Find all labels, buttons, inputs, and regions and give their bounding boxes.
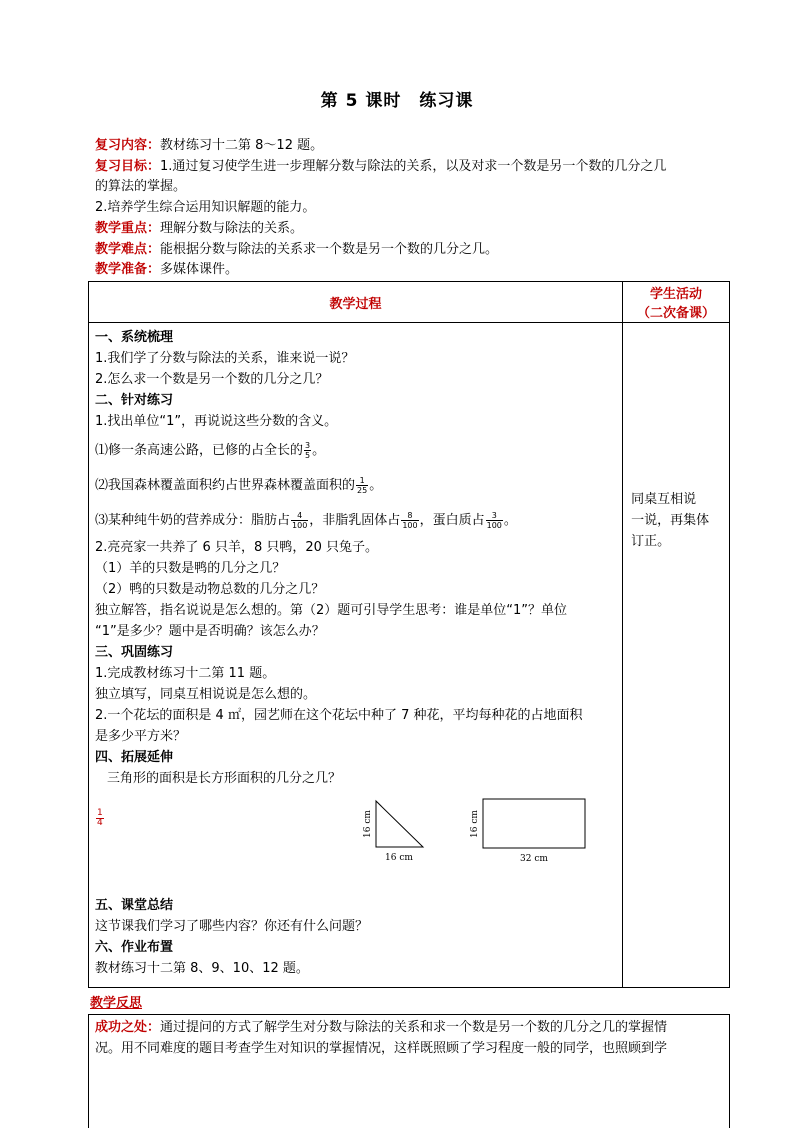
reflection-box [88,1014,730,1128]
s4-q1: 三角形的面积是长方形面积的几分之几？ [107,771,342,786]
section-6-title: 六、作业布置 [95,940,174,955]
frac-num: 3 [486,511,503,521]
frac-den: 100 [402,521,418,530]
header-activity-2: （二次备课） [637,306,716,321]
s2-q2-c2: “1”是多少？题中是否明确？该怎么办？ [95,624,325,639]
s2-b-text: ⑵我国森林覆盖面积约占世界森林覆盖面积的 [95,478,356,493]
s2-item-c [95,510,616,531]
section-5-title: 五、课堂总结 [95,898,174,913]
side-note-2: 一说，再集体 [631,513,710,528]
content-text: 教材练习十二第 8～12 题。 [160,138,324,153]
frac-den: 25 [357,486,368,495]
s2-c-text3: ，蛋白质占 [419,513,485,528]
s1-q2: 2.怎么求一个数是另一个数的几分之几？ [95,372,329,387]
meta-key [95,219,735,239]
triangle-side-label: 16 cm [363,810,373,838]
section-4-title: 四、拓展延伸 [95,750,174,765]
frac-num: 1 [97,808,103,818]
goal-text-2: 2.培养学生综合运用知识解题的能力。 [95,200,316,215]
s2-c-text2: ，非脂乳固体占 [309,513,401,528]
fraction-3-5 [304,441,311,460]
success-text-1: 通过提问的方式了解学生对分数与除法的关系和求一个数是另一个数的几分之几的掌握情 [160,1020,668,1035]
s2-a-text: ⑴修一条高速公路，已修的占全长的 [95,443,304,458]
rectangle-base-label: 32 cm [520,854,548,864]
s6-q1: 教材练习十二第 8、9、10、12 题。 [95,961,309,976]
side-note-1: 同桌互相说 [631,492,697,507]
frac-den: 4 [97,818,103,828]
frac-num: 3 [305,441,311,450]
prep-label: 教学准备： [95,262,161,277]
header-activity-1: 学生活动 [650,287,703,302]
triangle-shape [376,801,423,847]
section-1-title: 一、系统梳理 [95,330,174,345]
goal-text-1: 1.通过复习使学生进一步理解分数与除法的关系，以及对求一个数是另一个数的几分之几 [160,159,667,174]
frac-den: 100 [486,521,502,530]
fraction-1-25 [356,476,368,495]
frac-num: 1 [356,476,368,486]
header-process: 教学过程 [329,296,382,312]
frac-den: 100 [292,521,308,530]
triangle-base-label: 16 cm [385,853,413,863]
s1-q1: 1.我们学了分数与除法的关系，谁来说一说？ [95,351,355,366]
difficulty-text: 能根据分数与除法的关系求一个数是另一个数的几分之几。 [160,242,499,257]
s2-item-a [95,440,616,461]
goal-label: 复习目标： [95,159,161,174]
s2-q2-b: （2）鸭的只数是动物总数的几分之几？ [95,582,325,597]
rectangle-side-label: 16 cm [470,810,480,838]
key-label: 教学重点： [95,221,161,236]
s3-q1-b: 独立填写，同桌互相说说是怎么想的。 [95,687,317,702]
side-note-3: 订正。 [631,534,671,549]
period: 。 [312,443,326,458]
meta-prep [95,260,735,280]
header-process-cell [89,282,623,323]
s3-q2-1: 2.一个花坛的面积是 4 ㎡，园艺师在这个花坛中种了 7 种花，平均每种花的占地面积 [95,708,583,723]
meta-difficulty [95,240,735,260]
activity-cell [623,323,730,988]
s2-q1: 1.找出单位“1”，再说说这些分数的含义。 [95,414,338,429]
fraction-8-100 [401,511,418,530]
period: 。 [503,513,517,528]
s2-q2: 2.亮亮家一共养了 6 只羊，8 只鸭，20 只兔子。 [95,540,379,555]
fraction-3-100 [486,511,503,530]
meta-content [95,136,735,156]
difficulty-label: 教学难点： [95,242,161,257]
s2-q2-a: （1）羊的只数是鸭的几分之几？ [95,561,286,576]
page-title: 第 5 课时 练习课 [320,91,474,111]
rectangle-shape [483,799,585,848]
prep-text: 多媒体课件。 [160,262,239,277]
content-label: 复习内容： [95,138,161,153]
goal-text-1b: 的算法的掌握。 [95,179,187,194]
section-2-title: 二、针对练习 [95,393,174,408]
s2-q2-c1: 独立解答，指名说说是怎么想的。第（2）题可引导学生思考：谁是单位“1”？单位 [95,603,568,618]
meta-goal [95,157,735,177]
s5-q1: 这节课我们学习了哪些内容？你还有什么问题？ [95,919,369,934]
s2-c-text1: ⑶某种纯牛奶的营养成分：脂肪占 [95,513,291,528]
section-3-title: 三、巩固练习 [95,645,174,660]
key-text: 理解分数与除法的关系。 [160,221,304,236]
process-cell [89,323,623,988]
figures [95,789,616,873]
success-text-2: 况。用不同难度的题目考查学生对知识的掌握情况，这样既照顾了学习程度一般的同学，也照顾到学 [95,1041,668,1056]
header-activity-cell [623,282,730,323]
s3-q1: 1.完成教材练习十二第 11 题。 [95,666,276,681]
reflection-label: 教学反思 [90,996,143,1011]
lesson-table [88,281,730,988]
geometry-figures [95,789,615,873]
frac-num: 4 [291,511,308,521]
frac-num: 8 [401,511,418,521]
fraction-4-100 [291,511,308,530]
frac-den: 5 [305,451,311,460]
s3-q2-2: 是多少平方米？ [95,729,187,744]
success-label: 成功之处： [95,1020,161,1035]
s2-item-b [95,475,616,496]
reflection-line-1 [95,1017,723,1038]
period: 。 [369,478,383,493]
